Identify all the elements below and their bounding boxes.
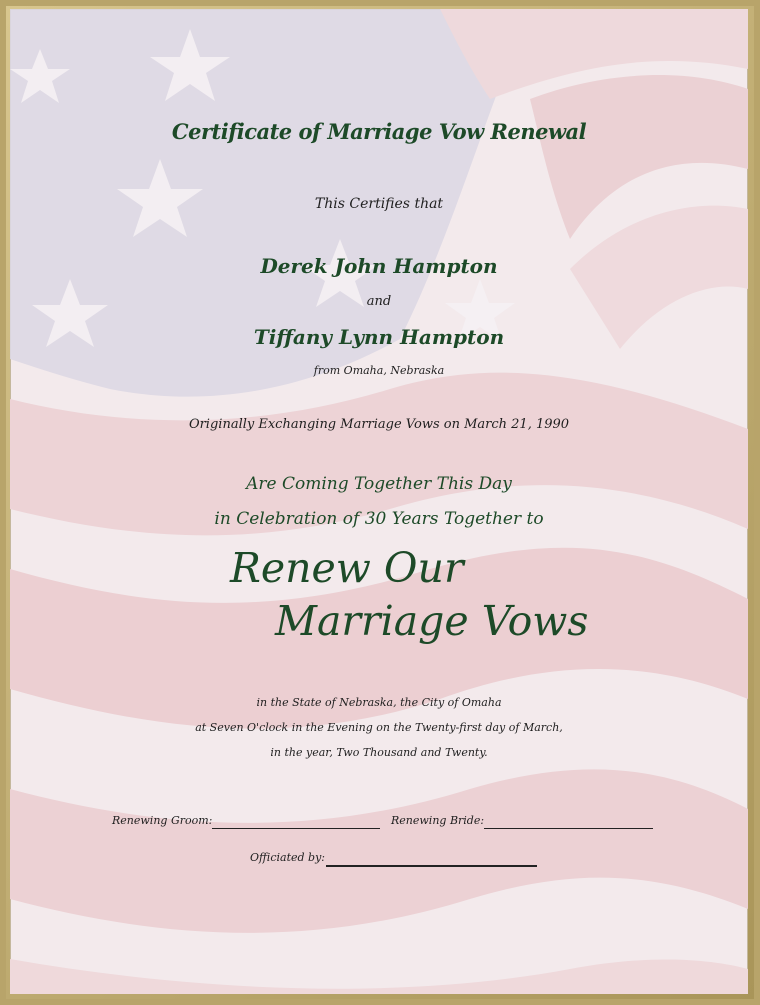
year-text: in the year, Two Thousand and Twenty. (270, 746, 488, 759)
origin-text: from Omaha, Nebraska (313, 364, 445, 377)
coming-together-text: Are Coming Together This Day (246, 474, 512, 494)
renew-line-2: Marriage Vows (275, 597, 589, 645)
bride-signature-line[interactable] (484, 828, 653, 829)
officiant-row (10, 851, 748, 871)
time-text: at Seven O'clock in the Evening on the Twenty-first day of March, (195, 721, 563, 734)
name-bride: Tiffany Lynn Hampton (253, 325, 505, 349)
signature-row (10, 814, 748, 834)
name-groom: Derek John Hampton (260, 254, 498, 278)
conjunction-text: and (366, 294, 392, 309)
certifies-text: This Certifies that (314, 196, 444, 212)
renew-line-1: Renew Our (230, 544, 464, 592)
original-vows-text: Originally Exchanging Marriage Vows on March 21, 1990 (188, 417, 570, 432)
certificate-paper (10, 9, 748, 994)
certificate-title: Certificate of Marriage Vow Renewal (171, 119, 587, 144)
groom-signature-label: Renewing Groom: (112, 814, 213, 827)
officiant-signature-line[interactable] (326, 865, 537, 867)
location-text: in the State of Nebraska, the City of Omaha (256, 696, 502, 709)
certificate-content (10, 9, 748, 994)
bride-signature-label: Renewing Bride: (391, 814, 485, 827)
groom-signature-line[interactable] (212, 828, 380, 829)
celebration-text: in Celebration of 30 Years Together to (214, 509, 544, 529)
officiant-signature-label: Officiated by: (250, 851, 325, 864)
